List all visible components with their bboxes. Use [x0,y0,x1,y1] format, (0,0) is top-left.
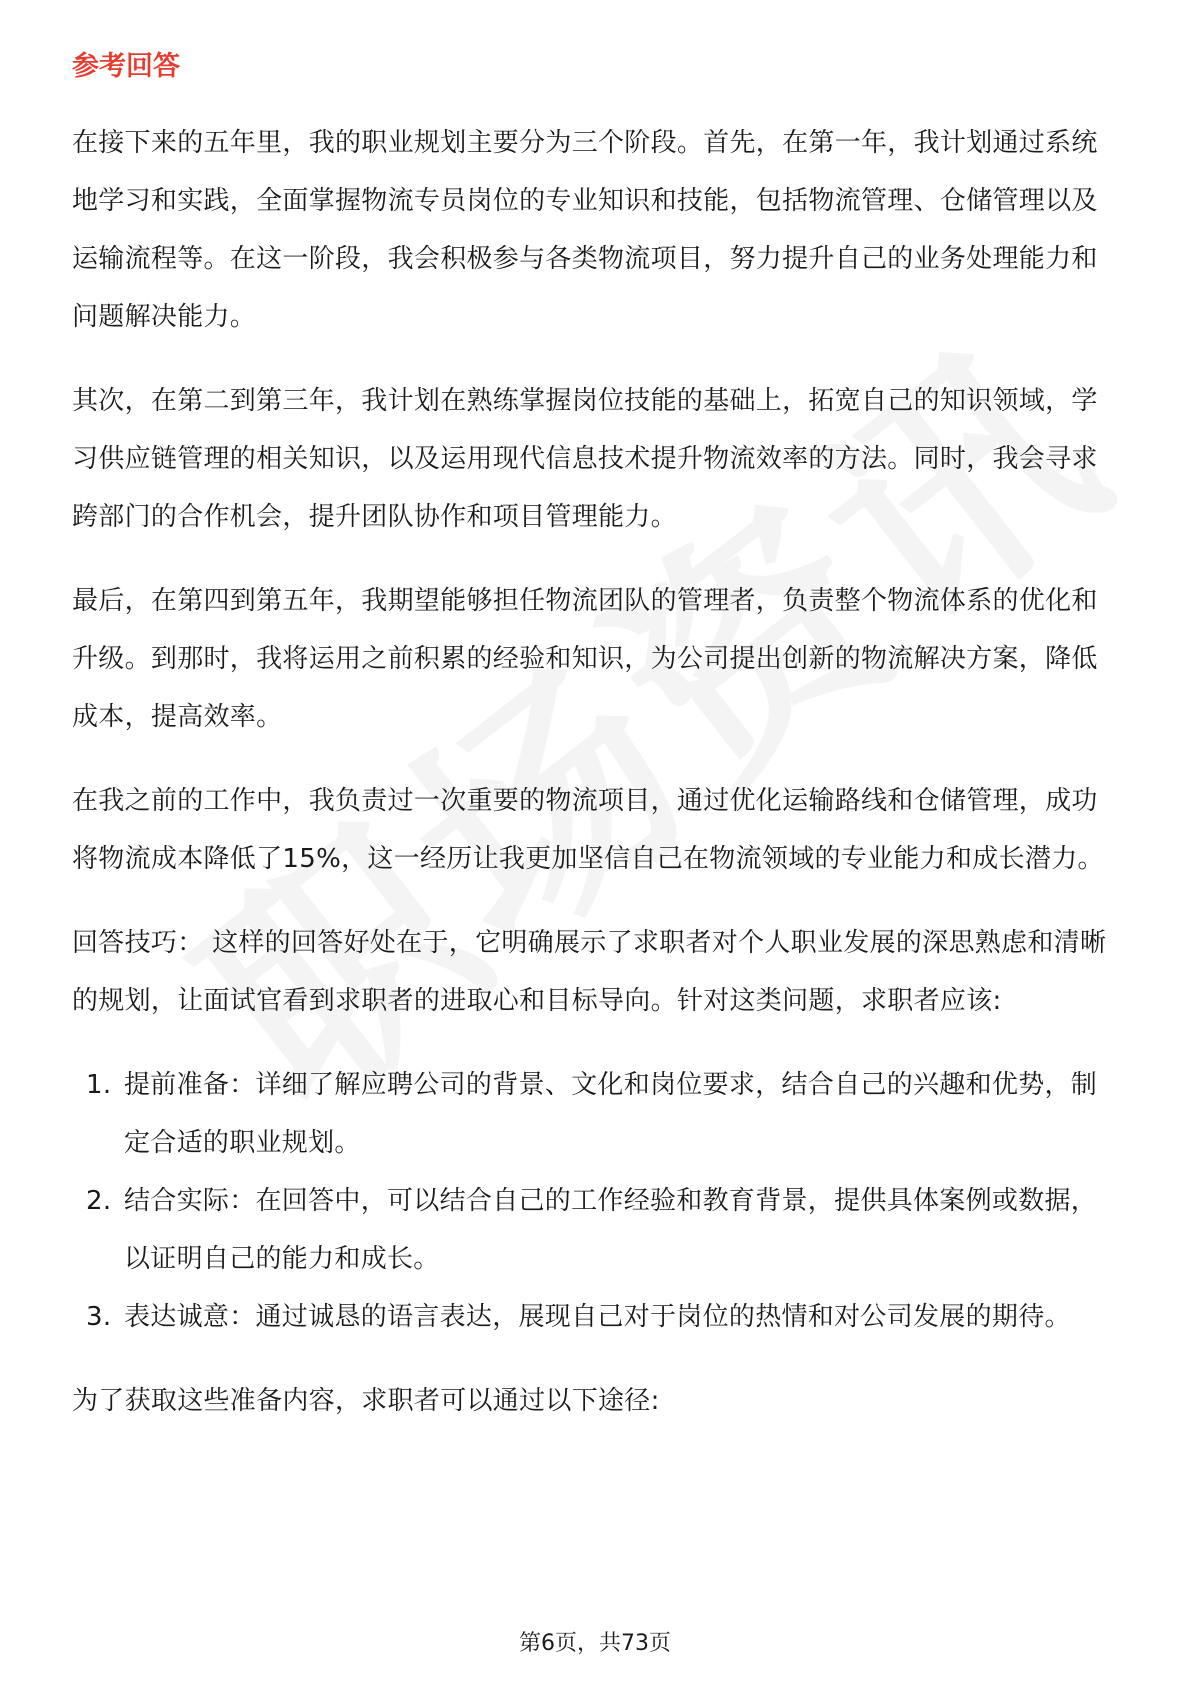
list-item-text: 提前准备：详细了解应聘公司的背景、文化和岗位要求，结合自己的兴趣和优势，制定合适的职业规划。 [124,1070,1098,1158]
section-heading: 参考回答 [72,51,180,82]
list-item-text: 表达诚意：通过诚恳的语言表达，展现自己对于岗位的热情和对公司发展的期待。 [124,1302,1071,1332]
paragraph-plan-second: 其次，在第二到第三年，我计划在熟练掌握岗位技能的基础上，拓宽自己的知识领域，学习供应链管理的相关知识，以及运用现代信息技术提升物流效率的方法。同时，我会寻求跨部门的合作机会，提升团队协作和项目管理能力。 [72,386,1098,532]
list-item [72,1172,1120,1288]
list-item [72,1288,1120,1346]
list-item-number: 1. [86,1070,112,1100]
list-item [72,1056,1120,1172]
list-item-text: 结合实际：在回答中，可以结合自己的工作经验和教育背景，提供具体案例或数据，以证明自己的能力和成长。 [124,1186,1098,1274]
tips-list [72,1056,1120,1346]
paragraph-plan-final: 最后，在第四到第五年，我期望能够担任物流团队的管理者，负责整个物流体系的优化和升级。到那时，我将运用之前积累的经验和知识，为公司提出创新的物流解决方案，降低成本，提高效率。 [72,586,1098,732]
paragraph-tips: 回答技巧： 这样的回答好处在于，它明确展示了求职者对个人职业发展的深思熟虑和清晰的规划，让面试官看到求职者的进取心和目标导向。针对这类问题，求职者应该: [72,928,1107,1016]
page-number: 第6页，共73页 [519,1631,671,1656]
paragraph-closing: 为了获取这些准备内容，求职者可以通过以下途径: [72,1386,660,1416]
paragraph-plan-intro: 在接下来的五年里，我的职业规划主要分为三个阶段。首先，在第一年，我计划通过系统地学习和实践，全面掌握物流专员岗位的专业知识和技能，包括物流管理、仓储管理以及运输流程等。在这一阶段，我会积极参与各类物流项目，努力提升自己的业务处理能力和问题解决能力。 [72,128,1098,332]
list-item-number: 2. [86,1186,112,1216]
list-item-number: 3. [86,1302,112,1332]
paragraph-experience: 在我之前的工作中，我负责过一次重要的物流项目，通过优化运输路线和仓储管理，成功将物流成本降低了15%，这一经历让我更加坚信自己在物流领域的专业能力和成长潜力。 [72,786,1104,874]
page-content [72,48,1120,1456]
